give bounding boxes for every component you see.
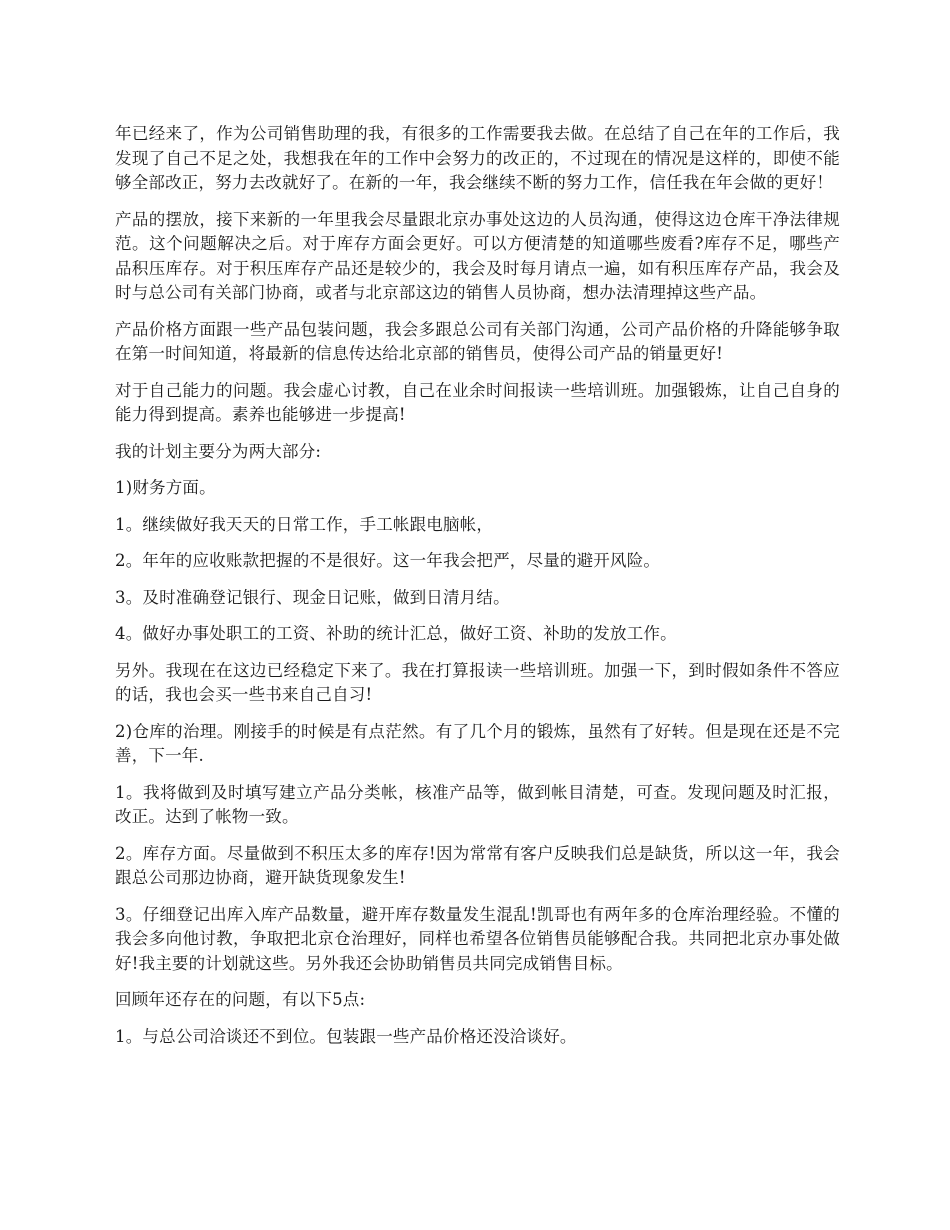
paragraph: 2)仓库的治理。刚接手的时候是有点茫然。有了几个月的锻炼，虽然有了好转。但是现在还是不完善，下一年.: [115, 721, 840, 765]
paragraph: 2。年年的应收账款把握的不是很好。这一年我会把严，尽量的避开风险。: [115, 551, 661, 570]
paragraph: 年已经来了，作为公司销售助理的我，有很多的工作需要我去做。在总结了自己在年的工作后，我发现了自己不足之处，我想我在年的工作中会努力的改正的，不过现在的情况是这样的，即使不能够全部改正，努力去改就好了。在新的一年，我会继续不断的努力工作，信任我在年会做的更好！: [115, 124, 840, 192]
paragraph: 1)财务方面。: [115, 478, 216, 497]
paragraph: 对于自己能力的问题。我会虚心讨教，自己在业余时间报读一些培训班。加强锻炼，让自己自身的能力得到提高。素养也能够进一步提高!: [115, 380, 840, 424]
paragraph: 产品的摆放，接下来新的一年里我会尽量跟北京办事处这边的人员沟通，使得这边仓库干净法律规范。这个问题解决之后。对于库存方面会更好。可以方便清楚的知道哪些废看?库存不足，哪些产品积压库存。对于积压库存产品还是较少的，我会及时每月请点一遍，如有积压库存产品，我会及时与总公司有关部门协商，或者与北京部这边的销售人员协商，想办法清理掉这些产品。: [115, 209, 840, 302]
paragraph: 我的计划主要分为两大部分:: [115, 441, 322, 461]
paragraph: 2。库存方面。尽量做到不积压太多的库存!因为常常有客户反映我们总是缺货，所以这一年，我会跟总公司那边协商，避开缺货现象发生!: [115, 843, 840, 887]
paragraph: 1。我将做到及时填写建立产品分类帐，核准产品等，做到帐目清楚，可查。发现问题及时汇报，改正。达到了帐物一致。: [115, 782, 840, 826]
paragraph: 另外。我现在在这边已经稳定下来了。我在打算报读一些培训班。加强一下，到时假如条件不答应的话，我也会买一些书来自己自习!: [115, 660, 840, 704]
paragraph: 1。继续做好我天天的日常工作，手工帐跟电脑帐，: [115, 514, 494, 534]
paragraph: 1。与总公司洽谈还不到位。包装跟一些产品价格还没洽谈好。: [115, 1026, 577, 1046]
paragraph: 3。仔细登记出库入库产品数量，避开库存数量发生混乱!凯哥也有两年多的仓库治理经验。不懂的我会多向他讨教，争取把北京仓治理好，同样也希望各位销售员能够配合我。共同把北京办事处做好!我主要的计划就这些。另外我还会协助销售员共同完成销售目标。: [115, 904, 840, 973]
paragraph: 4。做好办事处职工的工资、补助的统计汇总，做好工资、补助的发放工作。: [115, 624, 677, 643]
document-body: [115, 122, 840, 1061]
paragraph: 产品价格方面跟一些产品包装问题，我会多跟总公司有关部门沟通，公司产品价格的升降能够争取在第一时间知道，将最新的信息传达给北京部的销售员，使得公司产品的销量更好!: [115, 319, 840, 363]
paragraph: 回顾年还存在的问题，有以下5点:: [115, 990, 366, 1009]
paragraph: 3。及时准确登记银行、现金日记账，做到日清月结。: [115, 587, 510, 607]
